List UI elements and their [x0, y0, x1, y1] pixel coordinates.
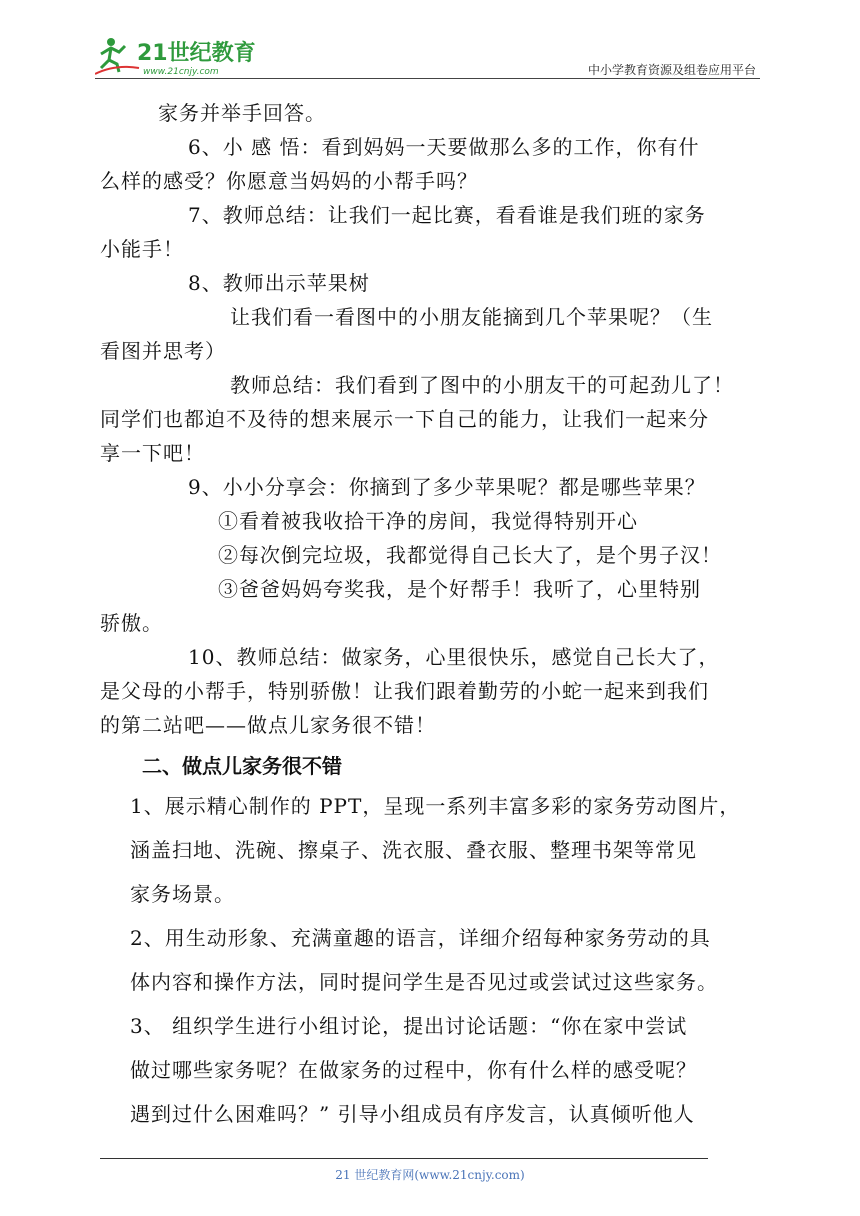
runner-icon [95, 38, 139, 74]
text-line: ②每次倒完垃圾，我都觉得自己长大了，是个男子汉！ [218, 543, 722, 567]
text-line: 享一下吧！ [100, 441, 205, 465]
text-line: 2、用生动形象、充满童趣的语言，详细介绍每种家务劳动的具 [130, 926, 711, 950]
text-line: 9、小小分享会：你摘到了多少苹果呢？都是哪些苹果？ [188, 475, 706, 499]
text-line: 看图并思考） [100, 339, 226, 363]
text-line: 教师总结：我们看到了图中的小朋友干的可起劲儿了！ [230, 373, 734, 397]
text-line: 做过哪些家务呢？在做家务的过程中，你有什么样的感受呢？ [130, 1058, 697, 1082]
page-footer: 21 世纪教育网(www.21cnjy.com) [335, 1168, 525, 1182]
text-line: 同学们也都迫不及待的想来展示一下自己的能力，让我们一起来分 [100, 407, 709, 431]
text-line: 家务场景。 [130, 882, 235, 906]
section-heading: 二、做点儿家务很不错 [142, 754, 342, 778]
header-tagline: 中小学教育资源及组卷应用平台 [587, 63, 756, 77]
text-line: 涵盖扫地、洗碗、擦桌子、洗衣服、叠衣服、整理书架等常见 [130, 838, 697, 862]
text-line: 体内容和操作方法，同时提问学生是否见过或尝试过这些家务。 [130, 970, 718, 994]
logo-url: www.21cnjy.com [143, 67, 219, 77]
text-line: 是父母的小帮手，特别骄傲！让我们跟着勤劳的小蛇一起来到我们 [100, 679, 709, 703]
text-line: 6、小 感 悟：看到妈妈一天要做那么多的工作，你有什 [188, 135, 700, 159]
text-line: 家务并举手回答。 [158, 101, 326, 125]
text-line: 小能手！ [100, 237, 184, 261]
text-line: ①看着被我收拾干净的房间，我觉得特别开心 [218, 509, 638, 533]
text-line: 10、教师总结：做家务，心里很快乐，感觉自己长大了， [188, 645, 720, 669]
logo-text: 21世纪教育 [137, 41, 256, 66]
text-line: ③爸爸妈妈夸奖我，是个好帮手！我听了，心里特别 [218, 577, 701, 601]
text-line: 8、教师出示苹果树 [188, 271, 370, 295]
text-line: 让我们看一看图中的小朋友能摘到几个苹果呢？（生 [230, 305, 713, 329]
text-line: 骄傲。 [100, 611, 163, 635]
page-header [95, 28, 760, 80]
document-body [100, 96, 765, 1136]
text-line: 3、 组织学生进行小组讨论，提出讨论话题：“你在家中尝试 [130, 1014, 688, 1038]
text-line: 的第二站吧——做点儿家务很不错！ [100, 713, 436, 737]
text-line: 么样的感受？你愿意当妈妈的小帮手吗？ [100, 169, 478, 193]
text-line: 1、展示精心制作的 PPT，呈现一系列丰富多彩的家务劳动图片， [130, 794, 741, 818]
text-line: 7、教师总结：让我们一起比赛，看看谁是我们班的家务 [188, 203, 706, 227]
header-divider [95, 78, 760, 79]
site-logo [95, 34, 265, 78]
footer-divider [100, 1158, 708, 1159]
text-line: 遇到过什么困难吗？” 引导小组成员有序发言，认真倾听他人 [130, 1102, 695, 1126]
